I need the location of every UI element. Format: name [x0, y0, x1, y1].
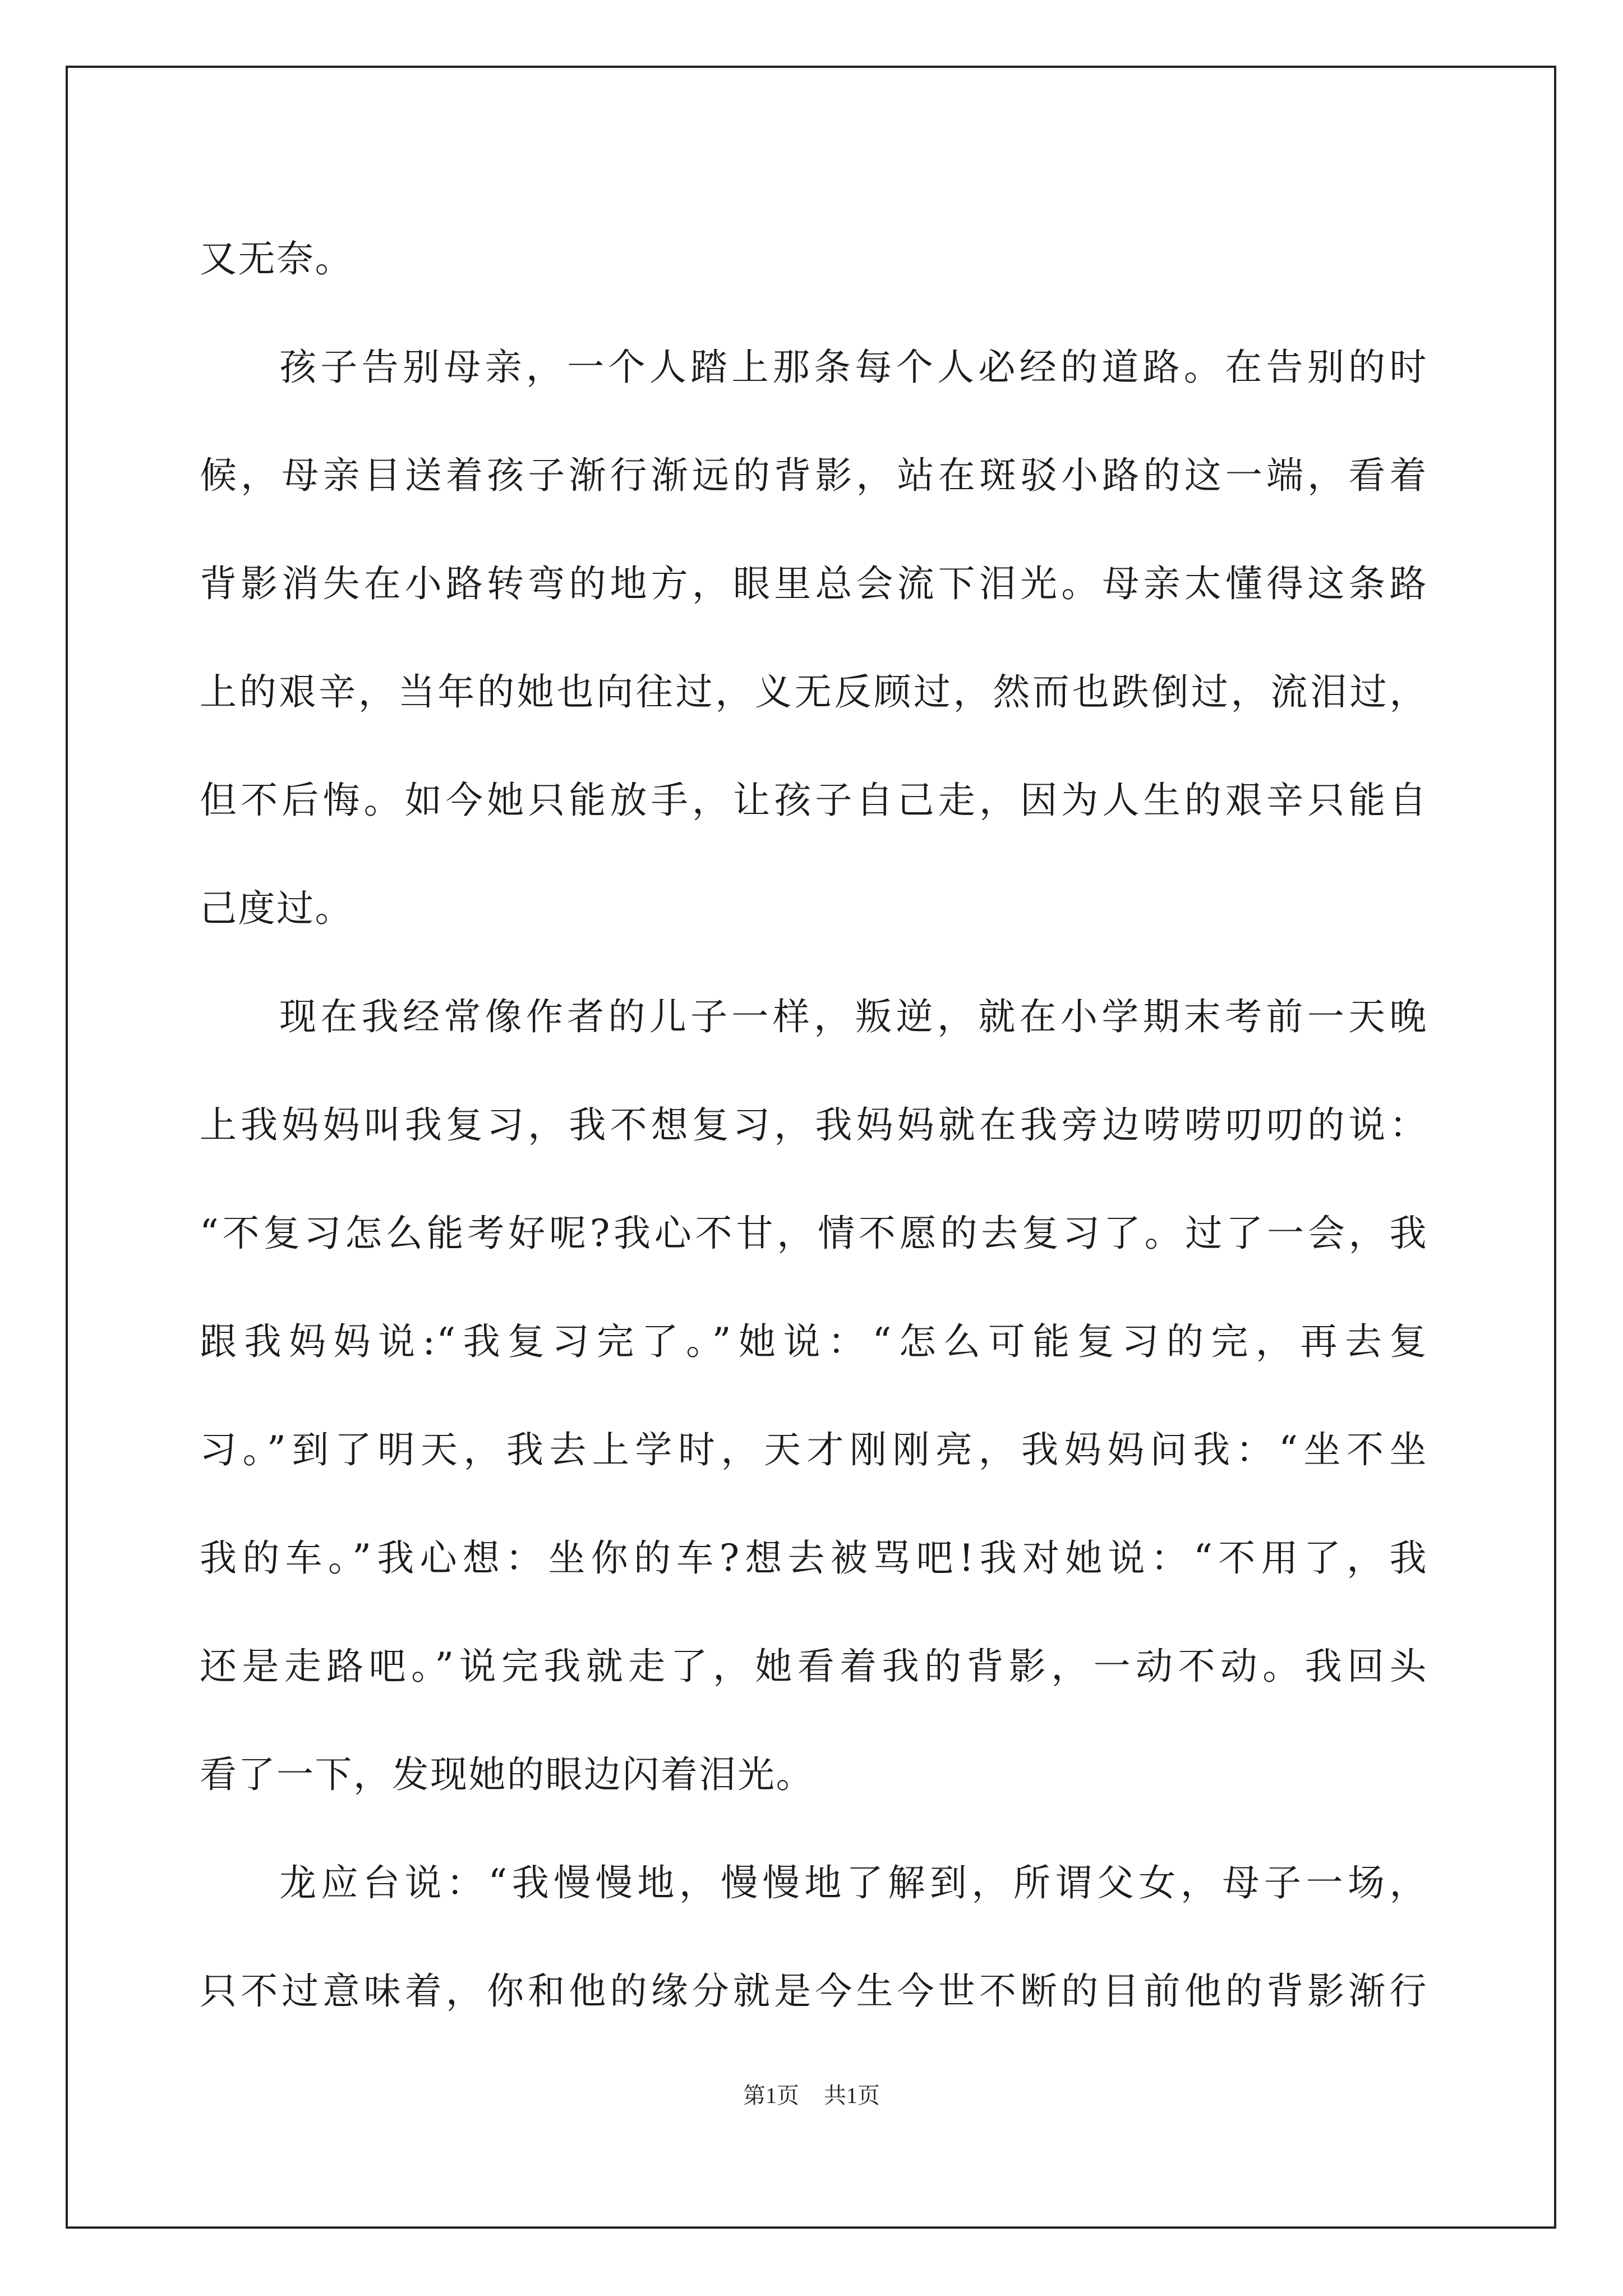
paragraph-first-line: 孩子告别母亲，一个人踏上那条每个人必经的道路。在告别的时 [279, 346, 1428, 389]
text-line: 候，母亲目送着孩子渐行渐远的背影，站在斑驳小路的这一端，看着 [200, 454, 1428, 497]
text-line: “不复习怎么能考好呢?我心不甘，情不愿的去复习了。过了一会，我 [200, 1212, 1428, 1255]
text-line: 看了一下，发现她的眼边闪着泪光。 [200, 1753, 814, 1796]
text-line: 只不过意味着，你和他的缘分就是今生今世不断的目前他的背影渐行 [200, 1970, 1428, 2013]
text-line: 上我妈妈叫我复习，我不想复习，我妈妈就在我旁边唠唠叨叨的说： [200, 1103, 1428, 1147]
text-line: 背影消失在小路转弯的地方，眼里总会流下泪光。母亲太懂得这条路 [200, 562, 1428, 605]
text-line: 己度过。 [200, 887, 353, 930]
text-line: 我的车。”我心想：坐你的车?想去被骂吧!我对她说：“不用了，我 [200, 1536, 1428, 1580]
text-line: 还是走路吧。”说完我就走了，她看着我的背影，一动不动。我回头 [200, 1645, 1428, 1688]
page-total: 共1页 [824, 2083, 880, 2108]
text-line: 习。”到了明天，我去上学时，天才刚刚亮，我妈妈问我：“坐不坐 [200, 1428, 1428, 1471]
text-line: 上的艰辛，当年的她也向往过，义无反顾过，然而也跌倒过，流泪过， [200, 670, 1428, 714]
document-body [200, 205, 1428, 2045]
paragraph-first-line: 现在我经常像作者的儿子一样，叛逆，就在小学期末考前一天晚 [279, 995, 1428, 1038]
page-number: 第1页 [743, 2083, 799, 2108]
text-line: 又无奈。 [200, 237, 353, 280]
paragraph-first-line: 龙应台说：“我慢慢地，慢慢地了解到，所谓父女，母子一场， [279, 1861, 1428, 1904]
text-line: 但不后悔。如今她只能放手，让孩子自己走，因为人生的艰辛只能自 [200, 779, 1428, 822]
text-line: 跟我妈妈说:“我复习完了。”她说：“怎么可能复习的完，再去复 [200, 1320, 1428, 1363]
page-footer [0, 2079, 1623, 2113]
